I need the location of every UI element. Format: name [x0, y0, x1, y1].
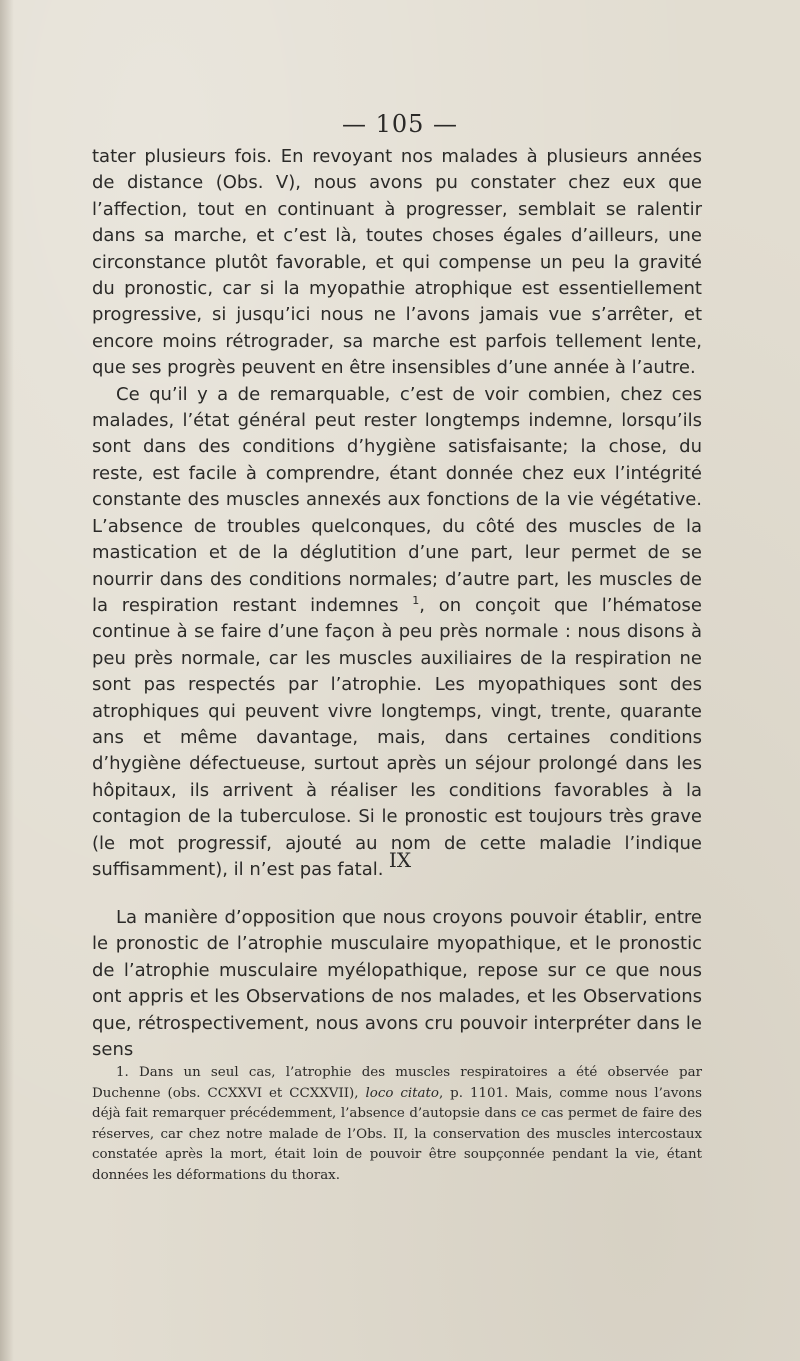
footnote-reference[interactable]: 1: [412, 593, 420, 607]
footnote-paragraph: [92, 1063, 702, 1186]
page-gutter-shadow: [0, 0, 14, 1361]
footnote: [92, 1063, 702, 1186]
page-number: — 105 —: [341, 110, 459, 138]
footnote-number: 1.: [116, 1065, 129, 1080]
footnote-text-end: , p. 1101. Mais, comme nous l’avons déjà fait remarquer précédemment, l’absence d’autopsie dans ce cas permet de faire des réserves, car chez notre malade de l’Obs. II, la conservation des muscles intercostaux constatée après la mort, était loin de pouvoir être soupçonnée pendant la vie, étant données les déformations du thorax.: [92, 1085, 702, 1183]
paragraph-text-end: , on conçoit que l’hématose continue à se faire d’une façon à peu près normale : nous disons à peu près normale, car les muscles auxiliaires de la respiration ne sont pas respectés par l’atrophie. Les myopathiques sont des atrophiques qui peuvent vivre longtemps, vingt, trente, quarante ans et même davantage, mais, dans certaines conditions d’hygiène défectueuse, surtout après un séjour prolongé dans les hôpitaux, ils arrivent à réaliser les conditions favorables à la contagion de la tuberculose. Si le pronostic est toujours très grave (le mot progressif, ajouté au nom de cette maladie l’indique suffisamment), il n’est pas fatal.: [92, 594, 702, 880]
section-text: [92, 905, 702, 1063]
section-paragraph: La manière d’opposition que nous croyons pouvoir établir, entre le pronostic de l’atrophie musculaire myopathique, et le pronostic de l’atrophie musculaire myélopathique, repose sur ce que nous ont appris et les Observations de nos malades, et les Observations que, rétrospectivement, nous avons cru pouvoir interpréter dans le sens: [92, 907, 702, 1061]
footnote-citation: loco citato: [365, 1085, 439, 1101]
paragraph-general-state: [92, 382, 702, 884]
footnote-text-start: Dans un seul cas, l’atrophie des muscles respiratoires a été observée par Duchenne (obs. CCXXVI et CCXXVII),: [92, 1065, 702, 1101]
paragraph-text-start: Ce qu’il y a de remarquable, c’est de voir combien, chez ces malades, l’état général peut rester longtemps indemne, lorsqu’ils sont dans des conditions d’hygiène satisfaisante; la chose, du reste, est facile à comprendre, étant donnée chez eux l’intégrité constante des muscles annexés aux fonctions de la vie végétative. L’absence de troubles quelconques, du côté des muscles de la mastication et de la déglutition d’une part, leur permet de se nourrir dans des conditions normales; d’autre part, les muscles de la respiration restant indemnes: [92, 383, 702, 616]
section-heading: IX: [388, 848, 412, 872]
paragraph-continuation: tater plusieurs fois. En revoyant nos malades à plusieurs années de distance (Obs. V), nous avons pu constater chez eux que l’affection, tout en continuant à progresser, semblait se ralentir dans sa marche, et c’est là, toutes choses égales d’ailleurs, une circonstance plutôt favorable, et qui compense un peu la gravité du pronostic, car si la myopathie atrophique est essentiellement progressive, si jusqu’ici nous ne l’avons jamais vue s’arrêter, et encore moins rétrograder, sa marche est parfois tellement lente, que ses progrès peuvent en être insensibles d’une année à l’autre.: [92, 146, 702, 379]
main-text: [92, 144, 702, 883]
